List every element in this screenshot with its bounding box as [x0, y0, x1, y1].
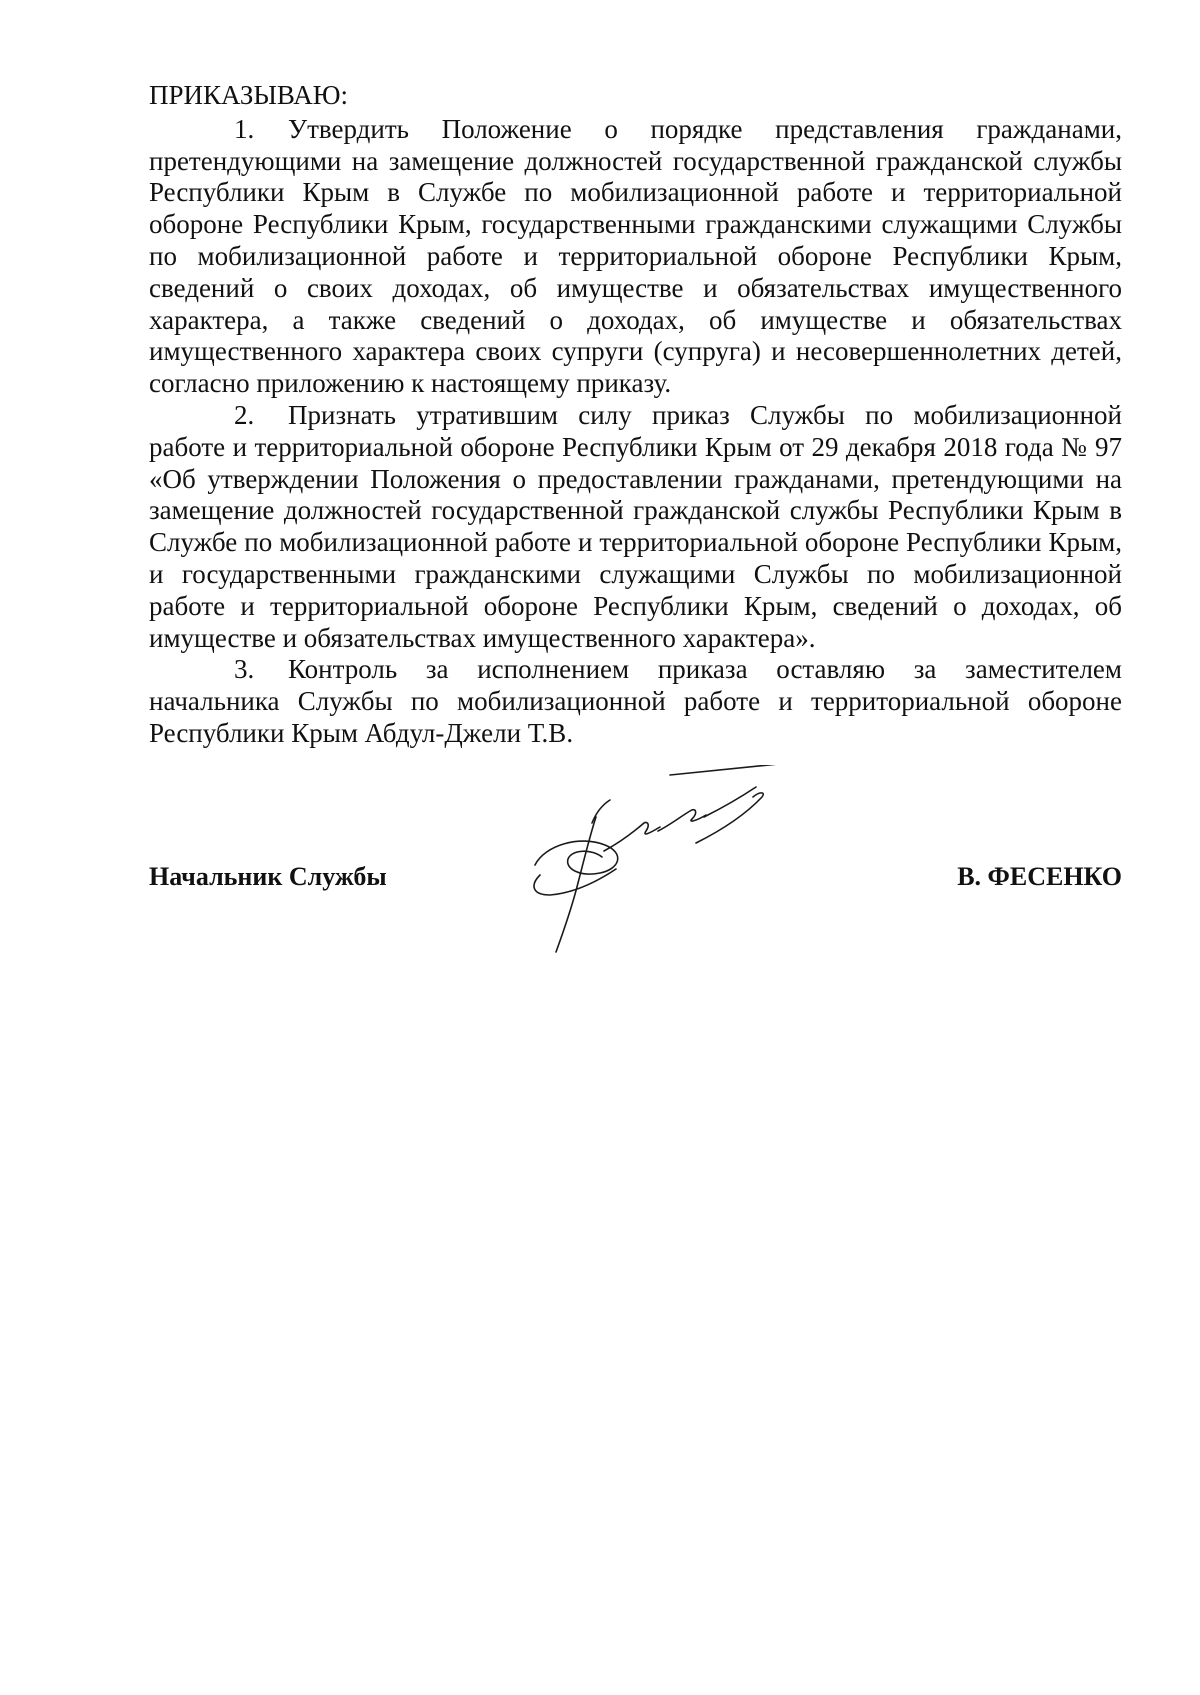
item-text: Утвердить Положение о порядке представления гражданами, претендующими на замещение должностей государственной гражданской службы Республики Крым в Службе по мобилизационной работе и территориальной обороне Республики Крым, государственными гражданскими служащими Службы по мобилизационной работе и территориальной обороне Республики Крым, сведений о своих доходах, об имуществе и обязательствах имущественного характера, а также сведений о доходах, об имуществе и обязательствах имущественного характера своих супруги (супруга) и несовершеннолетних детей, согласно приложению к настоящему приказу. — [149, 113, 1122, 399]
item-text: Признать утратившим силу приказ Службы по мобилизационной работе и территориальной обороне Республики Крым от 29 декабря 2018 года № 97 «Об утверждении Положения о предоставлении гражданами, претендующими на замещение должностей государственной гражданской службы Республики Крым в Службе по мобилизационной работе и территориальной обороне Республики Крым, и государственными гражданскими служащими Службы по мобилизационной работе и территориальной обороне Республики Крым, сведений о доходах, об имуществе и обязательствах имущественного характера». — [149, 399, 1122, 653]
signature-block — [149, 862, 1122, 902]
item-number: 2. — [234, 399, 255, 430]
order-heading: ПРИКАЗЫВАЮ: — [149, 80, 348, 110]
signatory-name: В. ФЕСЕНКО — [957, 862, 1122, 891]
order-item-2 — [149, 400, 1122, 654]
signatory-position: Начальник Службы — [149, 862, 387, 891]
item-number: 3. — [234, 654, 255, 685]
item-number: 1. — [234, 113, 255, 144]
item-text: Контроль за исполнением приказа оставляю за заместителем начальника Службы по мобилизационной работе и территориальной обороне Республики Крым Абдул-Джели Т.В. — [149, 654, 1122, 748]
order-body — [149, 80, 1122, 750]
order-item-1 — [149, 114, 1122, 400]
order-item-3 — [149, 654, 1122, 749]
